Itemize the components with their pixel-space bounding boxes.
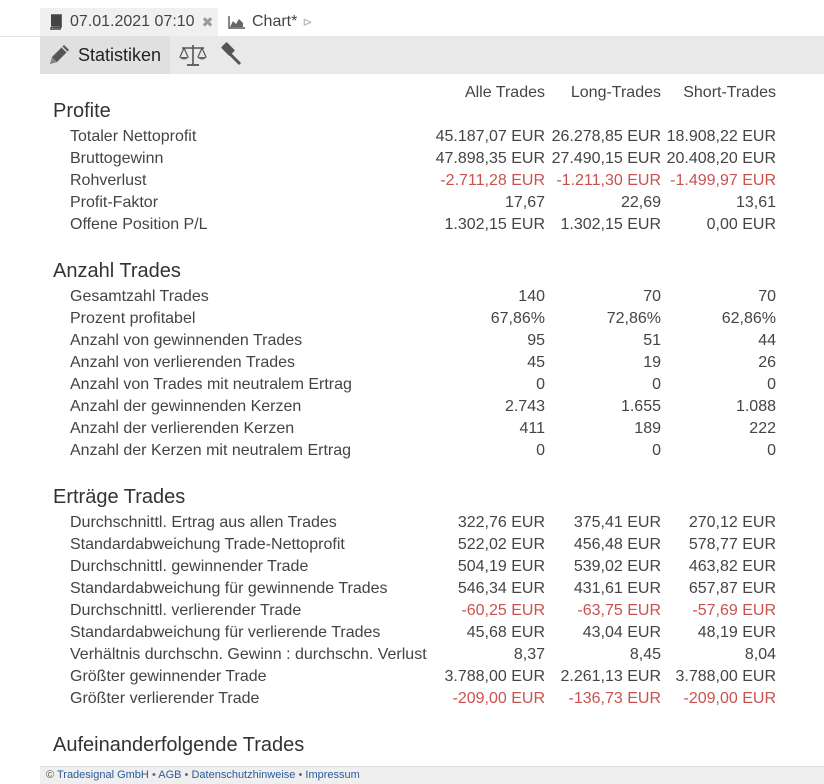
company-link[interactable]: Tradesignal GmbH <box>56 769 149 781</box>
stat-value-all: 522,02 EUR <box>457 536 545 553</box>
stat-value-long: 375,41 EUR <box>573 514 661 531</box>
stat-value-all: 3.788,00 EUR <box>444 668 545 685</box>
stat-label: Totaler Nettoprofit <box>70 128 197 145</box>
section-title-count: Anzahl Trades <box>53 260 181 282</box>
stat-value-all: 45,68 EUR <box>466 624 545 641</box>
stat-value-long: 19 <box>643 354 661 371</box>
stat-label: Standardabweichung Trade-Nettoprofit <box>70 536 345 553</box>
stat-value-short: 270,12 EUR <box>688 514 776 531</box>
statistics-panel <box>40 74 824 766</box>
stat-value-short: 20.408,20 EUR <box>666 150 776 167</box>
stat-value-short: -1.499,97 EUR <box>670 172 776 189</box>
stat-value-all: 45 <box>527 354 545 371</box>
column-headers <box>40 84 824 106</box>
stat-value-all: 411 <box>519 420 545 437</box>
stat-value-all: 47.898,35 EUR <box>435 150 545 167</box>
stat-value-long: 456,48 EUR <box>573 536 661 553</box>
stat-value-short: 62,86% <box>721 310 776 327</box>
column-header-all: Alle Trades <box>464 84 545 101</box>
stat-value-short: 222 <box>749 420 776 437</box>
stat-value-all: -209,00 EUR <box>452 690 545 707</box>
tab-statistics[interactable] <box>40 36 170 74</box>
stat-row <box>40 420 824 442</box>
column-header-short: Short-Trades <box>683 84 776 101</box>
close-icon[interactable]: ✖ <box>201 13 214 30</box>
stat-value-all: 2.743 <box>504 398 545 415</box>
stat-row <box>40 354 824 376</box>
stat-value-all: 504,19 EUR <box>457 558 545 575</box>
stat-value-all: 17,67 <box>504 194 545 211</box>
stat-value-long: -136,73 EUR <box>568 690 661 707</box>
stat-row <box>40 398 824 420</box>
stat-label: Offene Position P/L <box>70 216 208 233</box>
tab-label: 07.01.2021 07:10 <box>70 13 195 30</box>
stat-value-all: -60,25 EUR <box>461 602 545 619</box>
stat-row <box>40 624 824 646</box>
stat-label: Bruttogewinn <box>70 150 164 167</box>
stat-row <box>40 558 824 580</box>
stat-row <box>40 646 824 668</box>
stat-value-long: 72,86% <box>606 310 661 327</box>
stat-label: Durchschnittl. verlierender Trade <box>70 602 302 619</box>
stat-row <box>40 514 824 536</box>
agb-link[interactable]: AGB <box>158 769 182 781</box>
stat-label: Durchschnittl. Ertrag aus allen Trades <box>70 514 337 531</box>
stat-label: Anzahl der verlierenden Kerzen <box>70 420 295 437</box>
stat-row <box>40 288 824 310</box>
copyright-symbol: © <box>46 769 55 781</box>
stat-label: Rohverlust <box>70 172 147 189</box>
stat-value-short: 578,77 EUR <box>688 536 776 553</box>
section-title-profit: Profite <box>53 100 111 122</box>
stat-label: Gesamtzahl Trades <box>70 288 209 305</box>
stat-value-all: 67,86% <box>490 310 545 327</box>
stat-row <box>40 442 824 464</box>
stat-label: Anzahl von Trades mit neutralem Ertrag <box>70 376 352 393</box>
stat-label: Standardabweichung für gewinnende Trades <box>70 580 388 597</box>
stat-value-all: 546,34 EUR <box>457 580 545 597</box>
stat-value-short: 26 <box>758 354 776 371</box>
stat-value-long: 189 <box>634 420 661 437</box>
section-title-consecutive: Aufeinanderfolgende Trades <box>53 734 305 756</box>
stat-value-all: 1.302,15 EUR <box>444 216 545 233</box>
stat-label: Größter gewinnender Trade <box>70 668 267 685</box>
stat-value-long: -1.211,30 EUR <box>556 172 661 189</box>
privacy-link[interactable]: Datenschutzhinweise <box>191 769 296 781</box>
stat-value-long: 8,45 <box>629 646 661 663</box>
stat-value-short: 8,04 <box>744 646 776 663</box>
stat-value-short: 3.788,00 EUR <box>675 668 776 685</box>
stat-label: Prozent profitabel <box>70 310 196 327</box>
stat-value-short: -57,69 EUR <box>692 602 776 619</box>
stat-value-all: 0 <box>536 376 545 393</box>
stat-value-long: 22,69 <box>620 194 661 211</box>
stat-value-short: 70 <box>758 288 776 305</box>
stat-label: Anzahl der gewinnenden Kerzen <box>70 398 302 415</box>
document-tab-bar <box>0 0 824 37</box>
stat-label: Profit-Faktor <box>70 194 159 211</box>
footer-separator: • <box>298 769 303 781</box>
stat-label: Standardabweichung für verlierende Trades <box>70 624 381 641</box>
stat-label: Anzahl von verlierenden Trades <box>70 354 296 371</box>
tab-settings[interactable] <box>214 36 248 74</box>
stat-value-long: 27.490,15 EUR <box>551 150 661 167</box>
stat-value-all: 8,37 <box>513 646 545 663</box>
stat-value-all: 95 <box>527 332 545 349</box>
stat-value-all: 0 <box>536 442 545 459</box>
stat-value-short: 657,87 EUR <box>688 580 776 597</box>
stat-row <box>40 376 824 398</box>
area-chart-icon <box>228 15 246 29</box>
stat-row <box>40 194 824 216</box>
stat-value-all: 140 <box>518 288 545 305</box>
book-icon <box>48 14 64 30</box>
stat-row <box>40 150 824 172</box>
stat-value-all: 45.187,07 EUR <box>435 128 545 145</box>
imprint-link[interactable]: Impressum <box>305 769 360 781</box>
stat-value-all: -2.711,28 EUR <box>440 172 545 189</box>
stat-value-short: 48,19 EUR <box>697 624 776 641</box>
stat-value-long: 70 <box>643 288 661 305</box>
stat-row <box>40 536 824 558</box>
stat-row <box>40 690 824 712</box>
stat-label: Durchschnittl. gewinnender Trade <box>70 558 309 575</box>
stat-row <box>40 332 824 354</box>
stat-value-long: 431,61 EUR <box>573 580 661 597</box>
footer-separator: • <box>151 769 156 781</box>
tab-label: Chart* <box>252 13 298 30</box>
stat-value-long: 2.261,13 EUR <box>560 668 661 685</box>
footer-separator: • <box>184 769 189 781</box>
stat-value-short: 1.088 <box>735 398 776 415</box>
stat-label: Anzahl von gewinnenden Trades <box>70 332 303 349</box>
stat-value-long: 0 <box>652 376 661 393</box>
stat-value-long: 43,04 EUR <box>582 624 661 641</box>
stat-row <box>40 128 824 150</box>
pin-icon[interactable]: ⊳ <box>302 15 313 29</box>
section-title-returns: Erträge Trades <box>53 486 186 508</box>
stat-value-short: 13,61 <box>735 194 776 211</box>
tab-balance[interactable] <box>176 36 210 74</box>
stat-value-all: 322,76 EUR <box>457 514 545 531</box>
stat-value-long: 539,02 EUR <box>573 558 661 575</box>
stat-value-short: -209,00 EUR <box>683 690 776 707</box>
column-header-long: Long-Trades <box>570 84 661 101</box>
stat-label: Größter verlierender Trade <box>70 690 260 707</box>
pencil-icon <box>46 42 72 68</box>
tab-label: Statistiken <box>78 44 162 65</box>
stat-row <box>40 310 824 332</box>
stat-label: Anzahl der Kerzen mit neutralem Ertrag <box>70 442 352 459</box>
stat-value-long: 1.302,15 EUR <box>560 216 661 233</box>
tab-statistics-report[interactable] <box>40 8 218 36</box>
stat-row <box>40 602 824 624</box>
stat-row <box>40 216 824 238</box>
stat-value-short: 0 <box>767 376 776 393</box>
stat-value-short: 0 <box>767 442 776 459</box>
stat-value-short: 18.908,22 EUR <box>666 128 776 145</box>
tab-chart[interactable] <box>220 8 320 36</box>
stat-value-long: 1.655 <box>620 398 661 415</box>
footer <box>40 766 824 784</box>
stat-row <box>40 580 824 602</box>
scale-icon <box>178 42 208 68</box>
stat-value-long: -63,75 EUR <box>577 602 661 619</box>
stat-value-long: 51 <box>643 332 661 349</box>
report-tab-bar <box>40 36 824 74</box>
stat-label: Verhältnis durchschn. Gewinn : durchschn. Verlust <box>70 646 427 663</box>
stat-value-long: 0 <box>652 442 661 459</box>
stat-row <box>40 172 824 194</box>
stat-value-short: 44 <box>758 332 776 349</box>
stat-value-long: 26.278,85 EUR <box>551 128 661 145</box>
gavel-icon <box>218 42 244 68</box>
stat-row <box>40 668 824 690</box>
stat-value-short: 0,00 EUR <box>706 216 776 233</box>
stat-value-short: 463,82 EUR <box>688 558 776 575</box>
